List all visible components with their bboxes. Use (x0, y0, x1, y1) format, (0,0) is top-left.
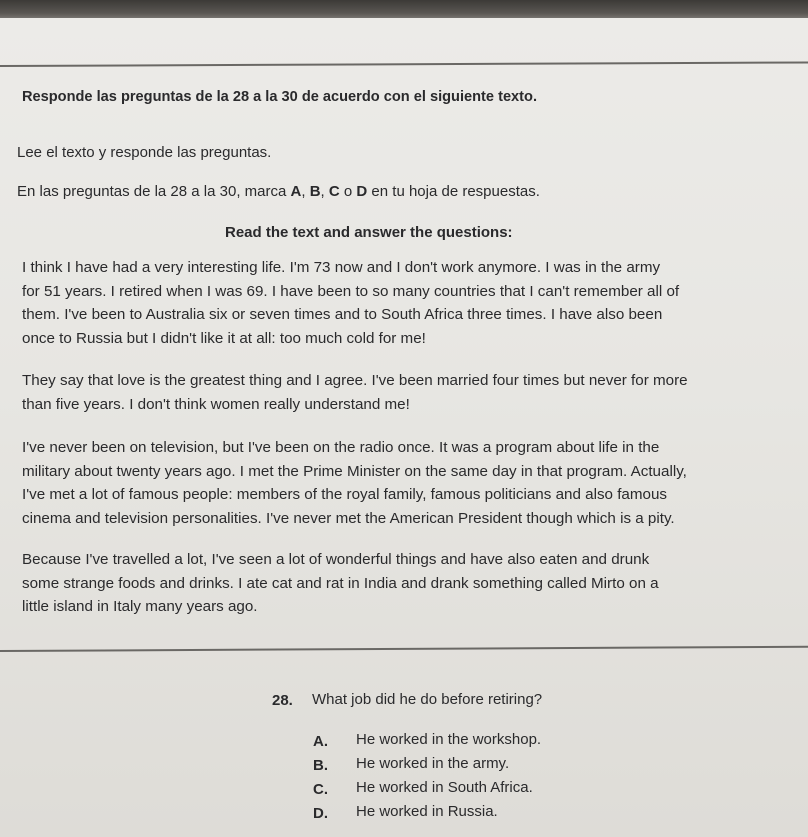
paragraph-3 (22, 436, 687, 530)
paragraph-line: I've never been on television, but I've been on the radio once. It was a program about life in the (22, 439, 660, 456)
paragraph-2 (22, 369, 688, 416)
option-b-letter: B. (313, 757, 328, 774)
paragraph-line: for 51 years. I retired when I was 69. I have been to so many countries that I can't remember all of (22, 282, 680, 300)
paragraph-line: once to Russia but I didn't like it at all: too much cold for me! (22, 329, 426, 347)
option-b-text: He worked in the army. (356, 755, 510, 772)
paragraph-line: I think I have had a very interesting life. I'm 73 now and I don't work anymore. I was in the army (22, 259, 661, 276)
paragraph-line: military about twenty years ago. I met the Prime Minister on the same day in that program. Actually, (22, 462, 687, 480)
instructions-line-2: En las preguntas de la 28 a la 30, marca A, B, C o D en tu hoja de respuestas. (17, 183, 540, 200)
option-a-letter: A. (313, 733, 328, 750)
instructions-heading: Responde las preguntas de la 28 a la 30 de acuerdo con el siguiente texto. (22, 89, 537, 105)
paragraph-line: I've met a lot of famous people: members of the royal family, famous politicians and also famous (22, 486, 668, 503)
option-c-letter: C. (313, 781, 328, 798)
option-a-text: He worked in the workshop. (356, 731, 542, 748)
paragraph-line: some strange foods and drinks. I ate cat and rat in India and drank something called Mirto on a (22, 574, 659, 592)
question-text: What job did he do before retiring? (312, 691, 543, 708)
option-d-text: He worked in Russia. (356, 803, 498, 820)
paragraph-line: them. I've been to Australia six or seven times and to South Africa three times. I have also been (22, 306, 663, 323)
option-c-text: He worked in South Africa. (356, 779, 533, 796)
paragraph-line: cinema and television personalities. I've never met the American President though which is a pity. (22, 509, 675, 527)
paragraph-line: They say that love is the greatest thing and I agree. I've been married four times but never for more (22, 372, 688, 389)
question-number: 28. (272, 692, 293, 709)
option-d-letter: D. (313, 805, 328, 822)
paragraph-1 (22, 256, 679, 350)
paragraph-4 (22, 548, 659, 619)
worksheet-page (0, 18, 808, 837)
paragraph-line: Because I've travelled a lot, I've seen a lot of wonderful things and have also eaten and drunk (22, 551, 650, 568)
reading-subheading: Read the text and answer the questions: (225, 224, 513, 241)
instructions-line-1: Lee el texto y responde las preguntas. (17, 144, 272, 161)
paragraph-line: little island in Italy many years ago. (22, 598, 258, 615)
paragraph-line: than five years. I don't think women really understand me! (22, 395, 410, 413)
